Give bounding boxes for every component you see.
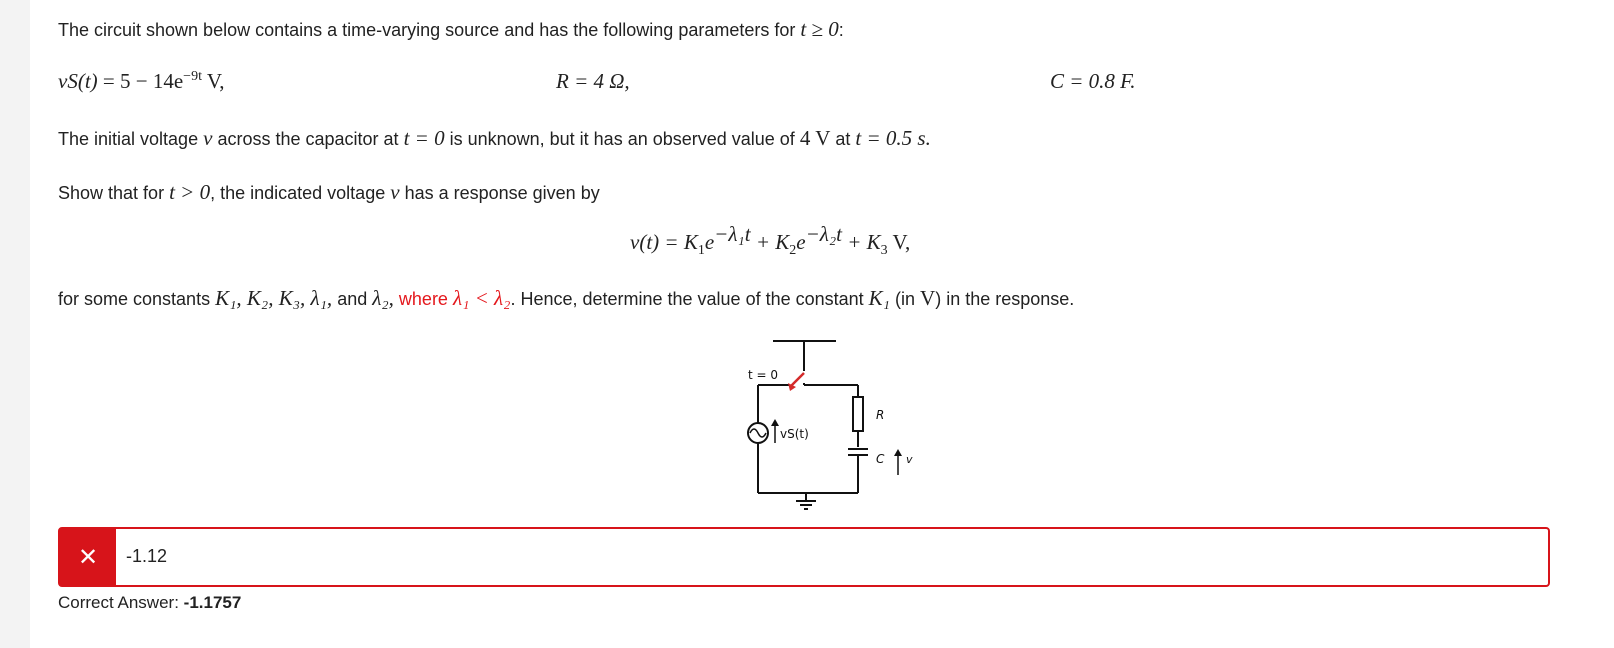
answer-box[interactable] [58, 527, 1550, 587]
param-vs-unit: V, [206, 69, 225, 93]
voltage-label: v [906, 453, 913, 466]
eq-k2: + K [750, 230, 790, 254]
eq-e1: e [704, 230, 715, 254]
intro-colon: : [838, 20, 844, 40]
eq-k3-sub: 3 [880, 243, 888, 259]
param-vs-rhs: = 5 − 14e [102, 69, 184, 93]
line4-constants: K₁, K₂, K₃, λ₁, [215, 286, 333, 310]
question-line4 [58, 286, 1074, 311]
line2-t0: t = 0 [403, 126, 445, 150]
eq-k3: + K [841, 230, 881, 254]
line2-text-b: across the capacitor at [217, 129, 399, 149]
circuit-diagram [738, 335, 938, 515]
switch-label: t = 0 [748, 368, 779, 382]
line4-lambda2: λ₂, [372, 286, 394, 310]
resistor-symbol [853, 397, 863, 431]
param-r: R = 4 Ω, [556, 69, 630, 93]
line3-text-a: Show that for [58, 183, 165, 203]
eq-exp2: −λ₂t [805, 222, 842, 246]
line3-condition: t > 0 [169, 180, 211, 204]
intro-condition: t ≥ 0 [800, 17, 839, 41]
eq-unit: V, [887, 230, 911, 254]
question-card [30, 0, 1614, 648]
source-sine [750, 429, 766, 437]
line4-k1: K₁ [868, 286, 890, 310]
capacitor-label: C [876, 452, 885, 466]
line2-text-c: is unknown, but it has an observed value of [449, 129, 795, 149]
correct-answer-value: -1.1757 [183, 593, 242, 612]
line4-text-b: . Hence, determine the value of the constant [510, 289, 864, 309]
param-vs-exponent: −9t [183, 69, 202, 84]
line4-text-c: (in [895, 289, 916, 309]
line2-v: v [203, 126, 213, 150]
submitted-answer[interactable]: -1.12 [126, 546, 168, 566]
param-c: C = 0.8 F. [1050, 69, 1136, 93]
response-equation [630, 222, 911, 259]
line3-v: v [390, 180, 400, 204]
switch-blade [790, 373, 804, 387]
source-label: vS(t) [780, 427, 809, 441]
close-icon: ✕ [60, 529, 116, 585]
question-line2 [58, 126, 931, 151]
eq-e2: e [796, 230, 806, 254]
correct-answer [58, 593, 241, 613]
eq-exp1: −λ₁t [714, 222, 751, 246]
correct-answer-label: Correct Answer: [58, 593, 179, 612]
line4-inequality: λ₁ < λ₂ [452, 286, 511, 310]
line4-and: and [337, 289, 368, 309]
line2-time: t = 0.5 s. [855, 126, 931, 150]
line3-text-c: has a response given by [404, 183, 600, 203]
line3-text-b: , the indicated voltage [210, 183, 386, 203]
line2-text-a: The initial voltage [58, 129, 199, 149]
param-vs-lhs: vS(t) [58, 69, 98, 93]
question-intro [58, 17, 844, 42]
line2-text-d: at [835, 129, 851, 149]
intro-text: The circuit shown below contains a time-varying source and has the following parameters for [58, 20, 796, 40]
eq-k1-sub: 1 [697, 243, 705, 259]
line4-where: where [398, 289, 448, 309]
question-line3 [58, 180, 600, 205]
line2-value: 4 V [799, 126, 831, 150]
resistor-label: R [876, 408, 885, 422]
eq-lhs: v(t) = K [630, 230, 698, 254]
eq-k2-sub: 2 [789, 243, 797, 259]
line4-text-d: ) in the response. [935, 289, 1075, 309]
param-vs [58, 69, 225, 94]
line4-unit: V [920, 286, 936, 310]
line4-text-a: for some constants [58, 289, 211, 309]
